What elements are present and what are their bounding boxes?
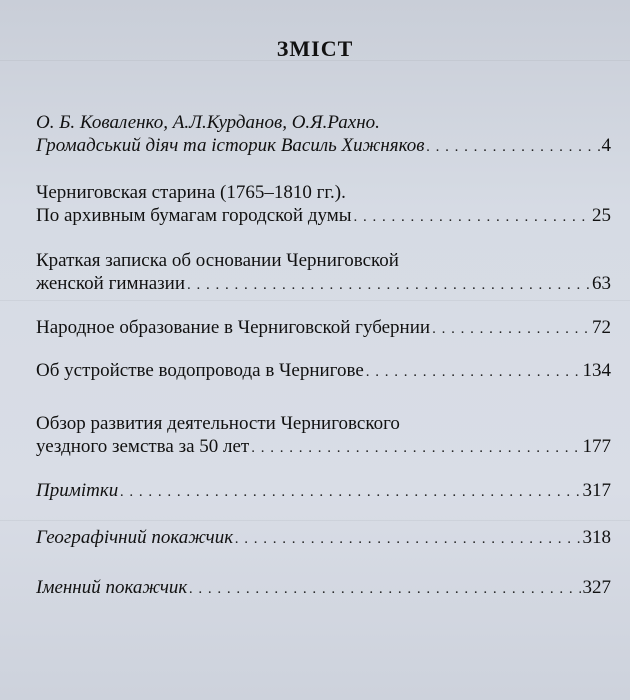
toc-entry — [36, 526, 611, 551]
toc-entry-line — [36, 272, 611, 297]
toc-entry — [36, 181, 611, 229]
toc-page-number: 25 — [592, 205, 611, 226]
toc-entry-line — [36, 412, 611, 435]
toc-entry-subtitle: По архивным бумагам городской думы — [36, 205, 352, 226]
background-texture-line — [0, 300, 630, 301]
toc-entry-line — [36, 134, 611, 159]
dot-leader — [366, 359, 581, 384]
toc-entry-title: Примітки — [36, 480, 119, 501]
toc-entry-line — [36, 249, 611, 272]
toc-entry-line — [36, 359, 611, 384]
toc-entry-line — [36, 576, 611, 601]
toc-entry-title: Обзор развития деятельности Черниговского — [36, 413, 400, 434]
dot-leader — [427, 134, 600, 159]
toc-page-number: 134 — [582, 360, 611, 381]
background-texture-line — [0, 520, 630, 521]
dot-leader — [251, 435, 580, 460]
toc-page-number: 4 — [601, 135, 611, 156]
dot-leader — [187, 272, 590, 297]
toc-entry-title: Об устройстве водопровода в Чернигове — [36, 360, 364, 381]
toc-entry-title: Громадський діяч та історик Василь Хижняков — [36, 135, 425, 156]
toc-page-number: 318 — [582, 527, 611, 548]
toc-entry-title: Краткая записка об основании Черниговской — [36, 250, 399, 271]
toc-entry-line — [36, 316, 611, 341]
toc-entry-line — [36, 526, 611, 551]
toc-entry-title: Географічний покажчик — [36, 527, 234, 548]
toc-page-number: 327 — [582, 577, 611, 598]
dot-leader — [235, 526, 580, 551]
toc-entry — [36, 412, 611, 460]
toc-page-number: 63 — [592, 273, 611, 294]
dot-leader — [354, 204, 590, 229]
toc-entry — [36, 479, 611, 504]
toc-entry-title: Іменний покажчик — [36, 577, 188, 598]
toc-entry-line — [36, 204, 611, 229]
toc-entry — [36, 249, 611, 297]
toc-entry-line — [36, 181, 611, 204]
contents-heading: ЗМІСТ — [276, 36, 354, 61]
toc-page-number: 317 — [582, 480, 611, 501]
toc-entry — [36, 316, 611, 341]
toc-page-number: 72 — [592, 317, 611, 338]
toc-entry-authors: О. Б. Коваленко, А.Л.Курданов, О.Я.Рахно. — [36, 112, 380, 133]
toc-entry-line — [36, 479, 611, 504]
toc-entry-subtitle: женской гимназии — [36, 273, 186, 294]
toc-entry-line — [36, 111, 611, 134]
toc-entry-title: Народное образование в Черниговской губернии — [36, 317, 431, 338]
dot-leader — [189, 576, 580, 601]
toc-entry — [36, 359, 611, 384]
toc-entry — [36, 111, 611, 159]
toc-entry-subtitle: уездного земства за 50 лет — [36, 436, 250, 457]
toc-entry-title: Черниговская старина (1765–1810 гг.). — [36, 182, 346, 203]
dot-leader — [120, 479, 580, 504]
toc-page-number: 177 — [582, 436, 611, 457]
toc-entry-line — [36, 435, 611, 460]
toc-entry — [36, 576, 611, 601]
dot-leader — [432, 316, 590, 341]
